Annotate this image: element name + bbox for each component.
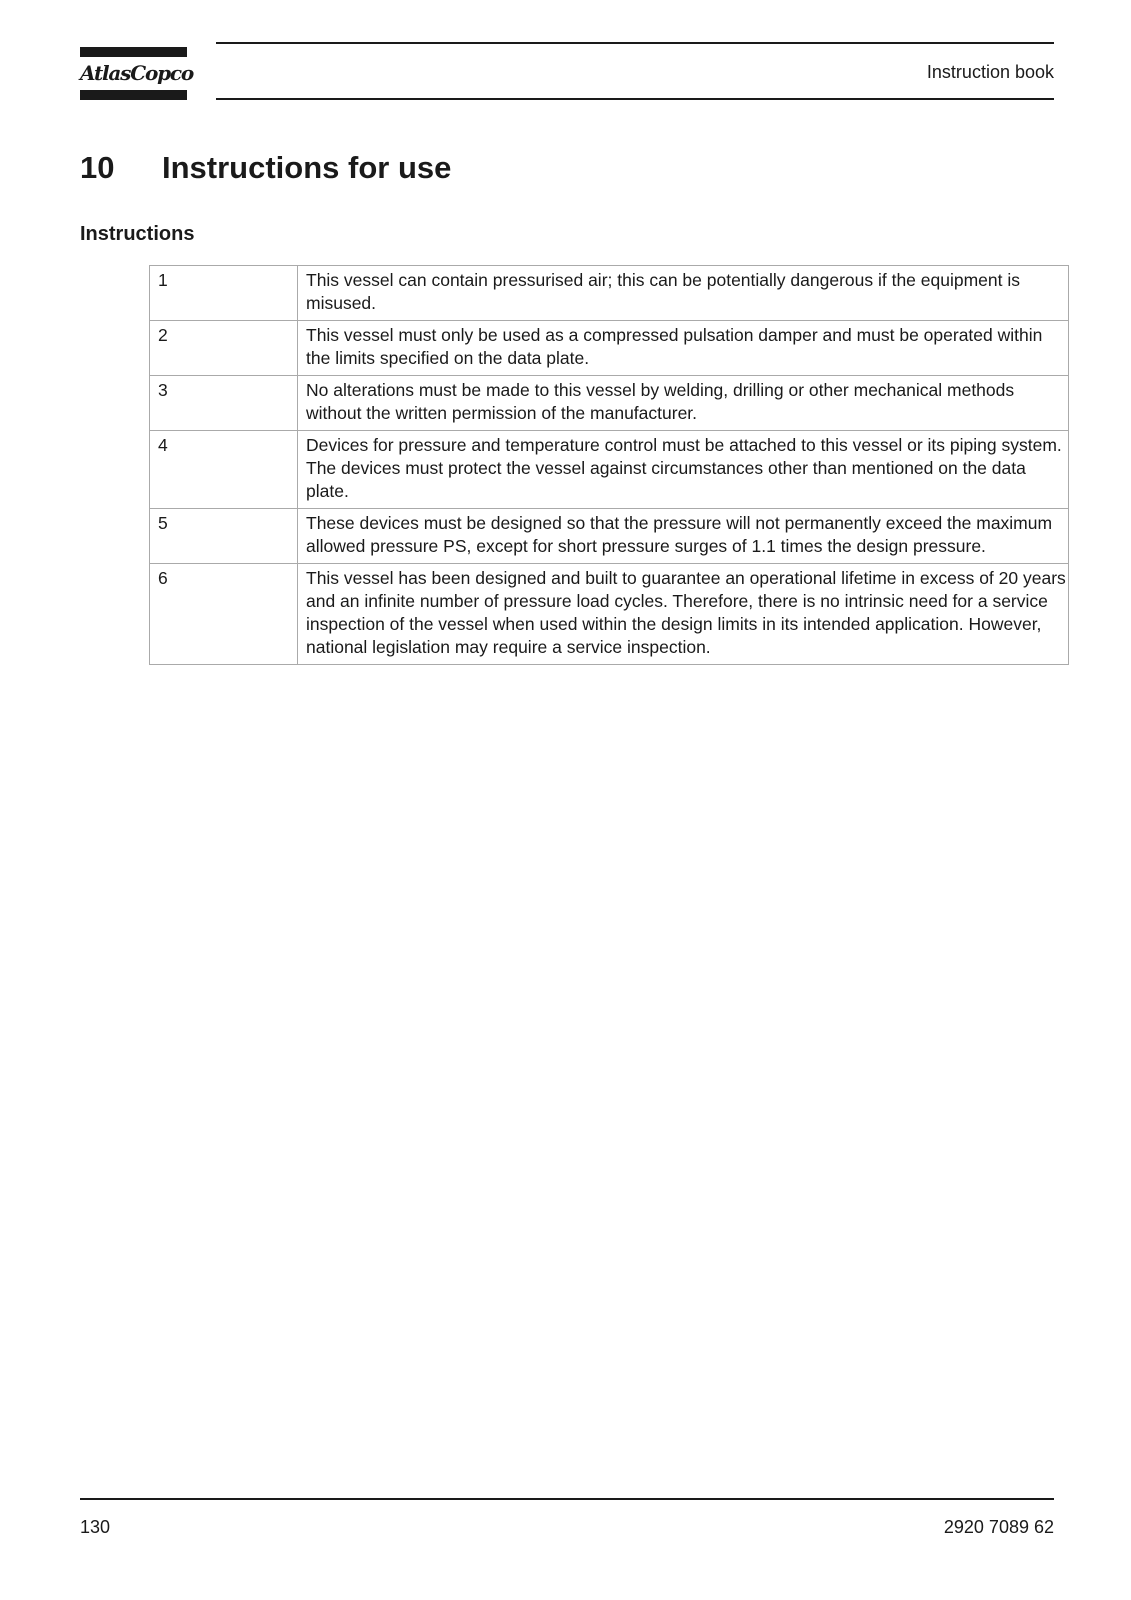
row-text: These devices must be designed so that the pressure will not permanently exceed the maximum allowed pressure PS, except for short pressure surges of 1.1 times the design pressure. — [298, 509, 1069, 564]
table-row — [150, 321, 1069, 376]
chapter-title: Instructions for use — [162, 150, 452, 185]
logo-wordmark: AtlasCopco — [80, 61, 193, 85]
row-number: 5 — [150, 509, 298, 564]
table-row — [150, 266, 1069, 321]
header-bottom-rule — [216, 98, 1054, 100]
instructions-table — [149, 265, 1069, 665]
atlas-copco-logo — [80, 47, 193, 100]
table-row — [150, 431, 1069, 509]
logo-top-bar — [80, 47, 187, 57]
row-text: No alterations must be made to this vessel by welding, drilling or other mechanical methods without the written permission of the manufacturer. — [298, 376, 1069, 431]
chapter-heading — [80, 150, 451, 186]
chapter-number: 10 — [80, 150, 115, 185]
row-number: 6 — [150, 564, 298, 665]
row-text: Devices for pressure and temperature control must be attached to this vessel or its piping system. The devices must protect the vessel against circumstances other than mentioned on the data plate. — [298, 431, 1069, 509]
document-type: Instruction book — [926, 62, 1054, 82]
row-number: 3 — [150, 376, 298, 431]
row-text: This vessel has been designed and built to guarantee an operational lifetime in excess of 20 years and an infinite number of pressure load cycles. Therefore, there is no intrinsic need for a service inspection of the vessel when used within the design limits in its intended application. However, national legislation may require a service inspection. — [298, 564, 1069, 665]
table-row — [150, 509, 1069, 564]
row-number: 1 — [150, 266, 298, 321]
row-text: This vessel must only be used as a compressed pulsation damper and must be operated within the limits specified on the data plate. — [298, 321, 1069, 376]
footer-rule — [80, 1498, 1054, 1500]
row-number: 4 — [150, 431, 298, 509]
row-number: 2 — [150, 321, 298, 376]
page-number: 130 — [80, 1517, 111, 1537]
table-row — [150, 564, 1069, 665]
document-number: 2920 7089 62 — [943, 1517, 1054, 1537]
logo-bottom-bar — [80, 90, 187, 100]
table-row — [150, 376, 1069, 431]
row-text: This vessel can contain pressurised air; this can be potentially dangerous if the equipment is misused. — [298, 266, 1069, 321]
header-top-rule — [216, 42, 1054, 44]
section-heading: Instructions — [80, 223, 195, 245]
